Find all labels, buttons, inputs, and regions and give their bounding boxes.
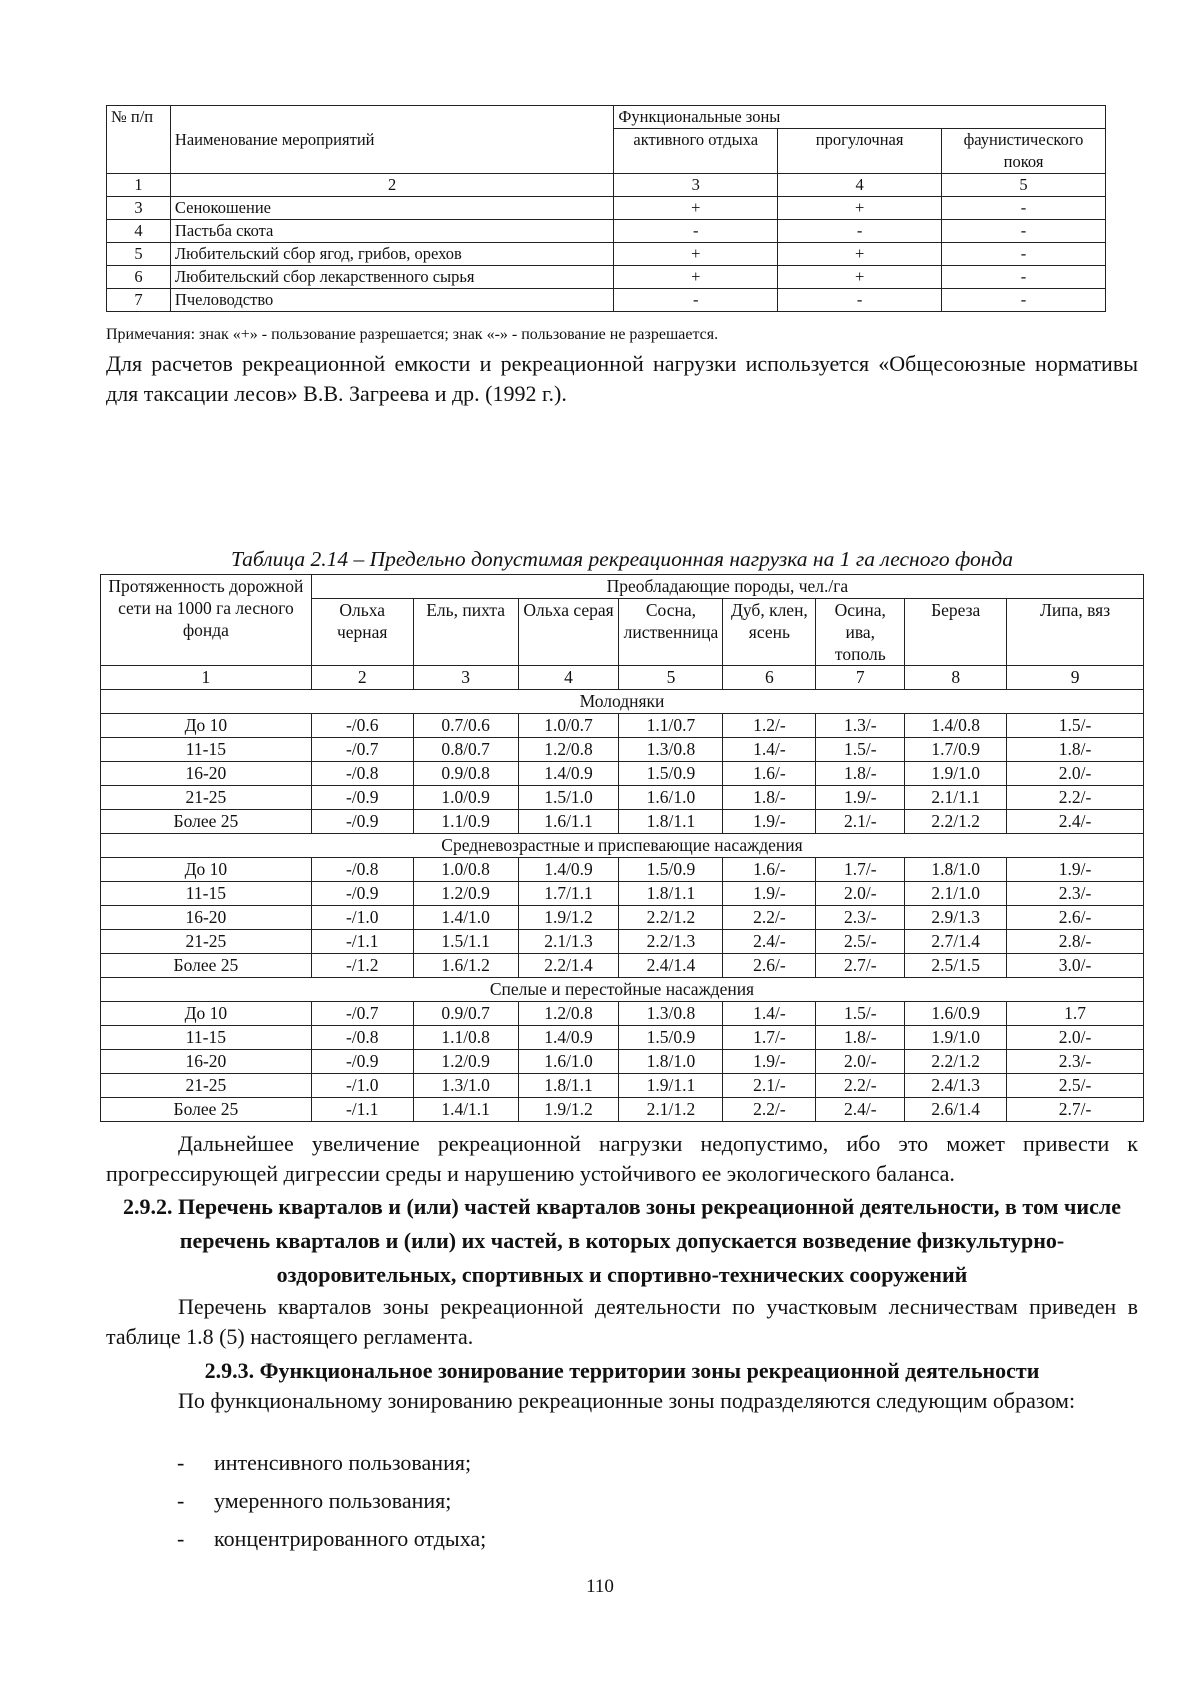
- index-cell: 6: [723, 666, 816, 690]
- load-value-cell: 2.7/-: [816, 954, 905, 978]
- table-row: [101, 1050, 1144, 1074]
- road-length-cell: До 10: [101, 1002, 312, 1026]
- table-row: [101, 738, 1144, 762]
- activity-row: [107, 243, 1106, 266]
- row-number: 5: [107, 243, 171, 266]
- species-header: Ольха серая: [518, 599, 619, 666]
- zone-active-value: -: [614, 289, 778, 312]
- road-length-cell: 11-15: [101, 738, 312, 762]
- list-item-text: умеренного пользования;: [214, 1488, 452, 1513]
- load-value-cell: 1.9/1.1: [619, 1074, 723, 1098]
- load-value-cell: 2.2/1.2: [905, 1050, 1007, 1074]
- activity-row: [107, 266, 1106, 289]
- index-cell: 2: [170, 174, 613, 197]
- load-value-cell: 1.8/1.1: [619, 882, 723, 906]
- load-value-cell: 1.8/-: [723, 786, 816, 810]
- load-value-cell: 1.3/-: [816, 714, 905, 738]
- load-value-cell: 2.5/1.5: [905, 954, 1007, 978]
- load-value-cell: 1.7: [1007, 1002, 1144, 1026]
- index-cell: 5: [942, 174, 1106, 197]
- road-length-cell: 11-15: [101, 882, 312, 906]
- load-value-cell: 1.0/0.9: [413, 786, 518, 810]
- load-value-cell: 2.7/-: [1007, 1098, 1144, 1122]
- section-heading-2-9-3: 2.9.3. Функциональное зонирование территории зоны рекреационной деятельности: [204, 1358, 1040, 1383]
- load-value-cell: 2.2/-: [816, 1074, 905, 1098]
- load-value-cell: 1.2/0.8: [518, 738, 619, 762]
- road-length-cell: Более 25: [101, 954, 312, 978]
- load-value-cell: 1.6/0.9: [905, 1002, 1007, 1026]
- list-item: [177, 1520, 486, 1558]
- load-value-cell: 1.7/-: [816, 858, 905, 882]
- load-value-cell: 1.6/1.1: [518, 810, 619, 834]
- zone-walking-value: +: [778, 243, 942, 266]
- load-value-cell: 1.9/1.2: [518, 1098, 619, 1122]
- load-value-cell: 1.6/1.0: [518, 1050, 619, 1074]
- load-value-cell: 1.7/-: [723, 1026, 816, 1050]
- road-length-cell: 16-20: [101, 1050, 312, 1074]
- load-value-cell: 2.6/-: [1007, 906, 1144, 930]
- recreation-load-table: [100, 574, 1144, 1122]
- load-value-cell: -/0.9: [311, 786, 413, 810]
- age-group-row: [101, 834, 1144, 858]
- load-value-cell: 1.4/-: [723, 738, 816, 762]
- load-value-cell: -/0.9: [311, 1050, 413, 1074]
- load-value-cell: 1.2/-: [723, 714, 816, 738]
- activity-name: Сенокошение: [170, 197, 613, 220]
- road-length-cell: 21-25: [101, 786, 312, 810]
- list-item-text: интенсивного пользования;: [214, 1450, 472, 1475]
- load-value-cell: 1.2/0.8: [518, 1002, 619, 1026]
- row-number: 4: [107, 220, 171, 243]
- load-value-cell: 1.7/1.1: [518, 882, 619, 906]
- load-value-cell: -/1.0: [311, 1074, 413, 1098]
- load-value-cell: 1.5/1.1: [413, 930, 518, 954]
- road-length-cell: 11-15: [101, 1026, 312, 1050]
- load-value-cell: -/0.9: [311, 810, 413, 834]
- zone-walking-value: +: [778, 266, 942, 289]
- species-header: Осина, ива, тополь: [816, 599, 905, 666]
- load-value-cell: 2.2/1.3: [619, 930, 723, 954]
- load-value-cell: 2.1/1.0: [905, 882, 1007, 906]
- index-cell: 7: [816, 666, 905, 690]
- activity-row: [107, 197, 1106, 220]
- load-value-cell: 1.8/1.0: [905, 858, 1007, 882]
- load-value-cell: 2.0/-: [816, 882, 905, 906]
- load-value-cell: 1.5/-: [816, 738, 905, 762]
- load-value-cell: -/0.8: [311, 858, 413, 882]
- zone-fauna-value: -: [942, 266, 1106, 289]
- load-value-cell: 1.5/0.9: [619, 1026, 723, 1050]
- load-value-cell: 1.9/1.0: [905, 762, 1007, 786]
- paragraph-quarters-list: Перечень кварталов зоны рекреационной деятельности по участковым лесничествам приведен в таблице 1.8 (5) настоящего регламента.: [106, 1294, 1138, 1349]
- species-header: Ель, пихта: [413, 599, 518, 666]
- recreation-load-table-body: [101, 575, 1144, 1122]
- species-header: Сосна, лиственница: [619, 599, 723, 666]
- load-value-cell: 1.6/1.0: [619, 786, 723, 810]
- load-value-cell: 2.4/-: [723, 930, 816, 954]
- activity-name: Любительский сбор лекарственного сырья: [170, 266, 613, 289]
- load-value-cell: 0.8/0.7: [413, 738, 518, 762]
- zone-fauna-value: -: [942, 243, 1106, 266]
- paragraph-load-warning: Дальнейшее увеличение рекреационной нагрузки недопустимо, ибо это может привести к прогрессирующей дигрессии среды и нарушению устойчивого ее экологического баланса.: [106, 1131, 1138, 1186]
- load-value-cell: 1.3/1.0: [413, 1074, 518, 1098]
- list-marker: -: [177, 1488, 185, 1513]
- load-value-cell: 2.0/-: [1007, 1026, 1144, 1050]
- load-value-cell: 2.2/-: [1007, 786, 1144, 810]
- species-header: Липа, вяз: [1007, 599, 1144, 666]
- age-group-title: Средневозрастные и приспевающие насаждения: [101, 834, 1144, 858]
- header-species-group: Преобладающие породы, чел./га: [311, 575, 1143, 599]
- table-row: [101, 906, 1144, 930]
- index-cell: 1: [101, 666, 312, 690]
- row-number: 7: [107, 289, 171, 312]
- table-row: [101, 1026, 1144, 1050]
- load-value-cell: 2.1/-: [723, 1074, 816, 1098]
- load-value-cell: 1.5/1.0: [518, 786, 619, 810]
- load-value-cell: 0.9/0.7: [413, 1002, 518, 1026]
- load-value-cell: 1.6/1.2: [413, 954, 518, 978]
- load-value-cell: 1.9/-: [816, 786, 905, 810]
- road-length-cell: 16-20: [101, 906, 312, 930]
- activity-name: Пастьба скота: [170, 220, 613, 243]
- load-value-cell: 1.9/-: [723, 1050, 816, 1074]
- zoning-list: [177, 1444, 486, 1558]
- zone-fauna-value: -: [942, 220, 1106, 243]
- load-value-cell: 1.3/0.8: [619, 738, 723, 762]
- activity-name: Пчеловодство: [170, 289, 613, 312]
- index-cell: 8: [905, 666, 1007, 690]
- list-marker: -: [177, 1526, 185, 1551]
- row-number: 6: [107, 266, 171, 289]
- load-value-cell: 1.9/1.0: [905, 1026, 1007, 1050]
- zone-active-value: +: [614, 243, 778, 266]
- load-value-cell: 2.3/-: [816, 906, 905, 930]
- index-row: [107, 174, 1106, 197]
- header-activity-name: Наименование мероприятий: [170, 106, 613, 174]
- load-value-cell: -/0.8: [311, 762, 413, 786]
- activity-row: [107, 289, 1106, 312]
- age-group-row: [101, 978, 1144, 1002]
- header-zone-active: активного отдыха: [614, 129, 778, 174]
- load-value-cell: 1.2/0.9: [413, 1050, 518, 1074]
- load-value-cell: 1.2/0.9: [413, 882, 518, 906]
- row-number: 3: [107, 197, 171, 220]
- load-value-cell: 2.2/-: [723, 906, 816, 930]
- index-cell: 4: [778, 174, 942, 197]
- load-value-cell: 1.4/0.9: [518, 858, 619, 882]
- load-value-cell: 2.6/-: [723, 954, 816, 978]
- index-cell: 4: [518, 666, 619, 690]
- load-value-cell: 2.2/-: [723, 1098, 816, 1122]
- index-cell: 2: [311, 666, 413, 690]
- index-row: [101, 666, 1144, 690]
- zone-active-value: +: [614, 197, 778, 220]
- road-length-cell: До 10: [101, 714, 312, 738]
- load-value-cell: 1.3/0.8: [619, 1002, 723, 1026]
- load-value-cell: 1.6/-: [723, 762, 816, 786]
- load-value-cell: 1.7/0.9: [905, 738, 1007, 762]
- load-value-cell: 1.5/0.9: [619, 858, 723, 882]
- load-value-cell: -/1.1: [311, 930, 413, 954]
- table-row: [101, 786, 1144, 810]
- activity-row: [107, 220, 1106, 243]
- section-heading-2-9-2: 2.9.2. Перечень кварталов и (или) частей кварталов зоны рекреационной деятельности, в том числе перечень кварталов и (или) их частей, в которых допускается возведение физкультурно-оздоровительных, спортивных и спортивно-технических сооружений: [123, 1194, 1121, 1287]
- load-value-cell: 2.1/1.1: [905, 786, 1007, 810]
- load-value-cell: 1.1/0.7: [619, 714, 723, 738]
- load-value-cell: 0.7/0.6: [413, 714, 518, 738]
- road-length-cell: Более 25: [101, 1098, 312, 1122]
- load-value-cell: 0.9/0.8: [413, 762, 518, 786]
- load-value-cell: 1.9/-: [1007, 858, 1144, 882]
- load-value-cell: 2.2/1.2: [905, 810, 1007, 834]
- load-value-cell: 1.8/1.1: [518, 1074, 619, 1098]
- load-value-cell: 2.2/1.4: [518, 954, 619, 978]
- road-length-cell: 21-25: [101, 930, 312, 954]
- table-row: [101, 1098, 1144, 1122]
- load-value-cell: -/0.9: [311, 882, 413, 906]
- load-value-cell: 2.6/1.4: [905, 1098, 1007, 1122]
- header-number: № п/п: [107, 106, 171, 174]
- load-value-cell: 1.4/1.0: [413, 906, 518, 930]
- table-row: [101, 810, 1144, 834]
- load-value-cell: 3.0/-: [1007, 954, 1144, 978]
- load-value-cell: 1.4/0.8: [905, 714, 1007, 738]
- zone-walking-value: -: [778, 289, 942, 312]
- load-value-cell: 2.8/-: [1007, 930, 1144, 954]
- species-header: Береза: [905, 599, 1007, 666]
- load-value-cell: 1.8/-: [1007, 738, 1144, 762]
- species-header: Дуб, клен, ясень: [723, 599, 816, 666]
- load-value-cell: 1.5/-: [816, 1002, 905, 1026]
- species-header: Ольха черная: [311, 599, 413, 666]
- index-cell: 3: [614, 174, 778, 197]
- load-value-cell: 2.7/1.4: [905, 930, 1007, 954]
- index-cell: 5: [619, 666, 723, 690]
- age-group-title: Спелые и перестойные насаждения: [101, 978, 1144, 1002]
- load-value-cell: 1.9/1.2: [518, 906, 619, 930]
- load-value-cell: -/0.6: [311, 714, 413, 738]
- load-value-cell: 2.3/-: [1007, 882, 1144, 906]
- load-value-cell: 2.4/-: [1007, 810, 1144, 834]
- load-value-cell: 2.4/1.4: [619, 954, 723, 978]
- header-zone-walking: прогулочная: [778, 129, 942, 174]
- load-value-cell: 2.5/-: [1007, 1074, 1144, 1098]
- load-value-cell: 2.9/1.3: [905, 906, 1007, 930]
- load-value-cell: -/0.7: [311, 1002, 413, 1026]
- list-item-text: концентрированного отдыха;: [214, 1526, 487, 1551]
- load-value-cell: 2.3/-: [1007, 1050, 1144, 1074]
- load-value-cell: 2.4/-: [816, 1098, 905, 1122]
- page-number: 110: [586, 1576, 614, 1597]
- activity-name: Любительский сбор ягод, грибов, орехов: [170, 243, 613, 266]
- table-caption: Таблица 2.14 – Предельно допустимая рекреационная нагрузка на 1 га лесного фонда: [230, 547, 1014, 571]
- load-value-cell: -/0.7: [311, 738, 413, 762]
- load-value-cell: 2.5/-: [816, 930, 905, 954]
- zone-active-value: -: [614, 220, 778, 243]
- paragraph-norms: Для расчетов рекреационной емкости и рекреационной нагрузки используется «Общесоюзные нормативы для таксации лесов» В.В. Загреева и др. (1992 г.).: [106, 351, 1138, 406]
- table-note: Примечания: знак «+» - пользование разрешается; знак «-» - пользование не разрешается.: [106, 326, 719, 343]
- load-value-cell: -/1.0: [311, 906, 413, 930]
- load-value-cell: 1.1/0.9: [413, 810, 518, 834]
- table-row: [101, 1074, 1144, 1098]
- load-value-cell: 1.1/0.8: [413, 1026, 518, 1050]
- age-group-row: [101, 690, 1144, 714]
- load-value-cell: 1.9/-: [723, 810, 816, 834]
- header-road-network: Протяженность дорожной сети на 1000 га лесного фонда: [101, 575, 312, 666]
- load-value-cell: 2.1/-: [816, 810, 905, 834]
- zone-fauna-value: -: [942, 289, 1106, 312]
- load-value-cell: -/0.8: [311, 1026, 413, 1050]
- load-value-cell: 1.4/-: [723, 1002, 816, 1026]
- index-cell: 3: [413, 666, 518, 690]
- paragraph-zoning: По функциональному зонированию рекреационные зоны подразделяются следующим образом:: [178, 1388, 1076, 1413]
- table-row: [101, 762, 1144, 786]
- load-value-cell: 2.4/1.3: [905, 1074, 1007, 1098]
- list-marker: -: [177, 1450, 185, 1475]
- index-cell: 9: [1007, 666, 1144, 690]
- load-value-cell: 1.6/-: [723, 858, 816, 882]
- load-value-cell: 2.1/1.3: [518, 930, 619, 954]
- table-row: [101, 858, 1144, 882]
- list-item: [177, 1482, 486, 1520]
- road-length-cell: 16-20: [101, 762, 312, 786]
- header-functional-zones: Функциональные зоны: [614, 106, 1106, 129]
- age-group-title: Молодняки: [101, 690, 1144, 714]
- table-row: [101, 882, 1144, 906]
- load-value-cell: 2.0/-: [1007, 762, 1144, 786]
- header-zone-fauna: фаунистического покоя: [942, 129, 1106, 174]
- load-value-cell: -/1.2: [311, 954, 413, 978]
- table-row: [101, 954, 1144, 978]
- zone-active-value: +: [614, 266, 778, 289]
- load-value-cell: 1.8/-: [816, 762, 905, 786]
- index-cell: 1: [107, 174, 171, 197]
- activities-table-body: [107, 106, 1106, 312]
- zone-walking-value: -: [778, 220, 942, 243]
- activities-table: [106, 105, 1106, 312]
- load-value-cell: 2.2/1.2: [619, 906, 723, 930]
- load-value-cell: 1.5/0.9: [619, 762, 723, 786]
- load-value-cell: 1.4/0.9: [518, 762, 619, 786]
- load-value-cell: 2.1/1.2: [619, 1098, 723, 1122]
- load-value-cell: 1.8/1.0: [619, 1050, 723, 1074]
- load-value-cell: 1.8/-: [816, 1026, 905, 1050]
- load-value-cell: -/1.1: [311, 1098, 413, 1122]
- load-value-cell: 1.4/1.1: [413, 1098, 518, 1122]
- load-value-cell: 1.9/-: [723, 882, 816, 906]
- road-length-cell: До 10: [101, 858, 312, 882]
- road-length-cell: Более 25: [101, 810, 312, 834]
- list-item: [177, 1444, 486, 1482]
- zone-walking-value: +: [778, 197, 942, 220]
- road-length-cell: 21-25: [101, 1074, 312, 1098]
- load-value-cell: 1.8/1.1: [619, 810, 723, 834]
- load-value-cell: 1.0/0.7: [518, 714, 619, 738]
- load-value-cell: 1.5/-: [1007, 714, 1144, 738]
- table-row: [101, 714, 1144, 738]
- zone-fauna-value: -: [942, 197, 1106, 220]
- load-value-cell: 1.4/0.9: [518, 1026, 619, 1050]
- table-row: [101, 1002, 1144, 1026]
- load-value-cell: 1.0/0.8: [413, 858, 518, 882]
- load-value-cell: 2.0/-: [816, 1050, 905, 1074]
- table-row: [101, 930, 1144, 954]
